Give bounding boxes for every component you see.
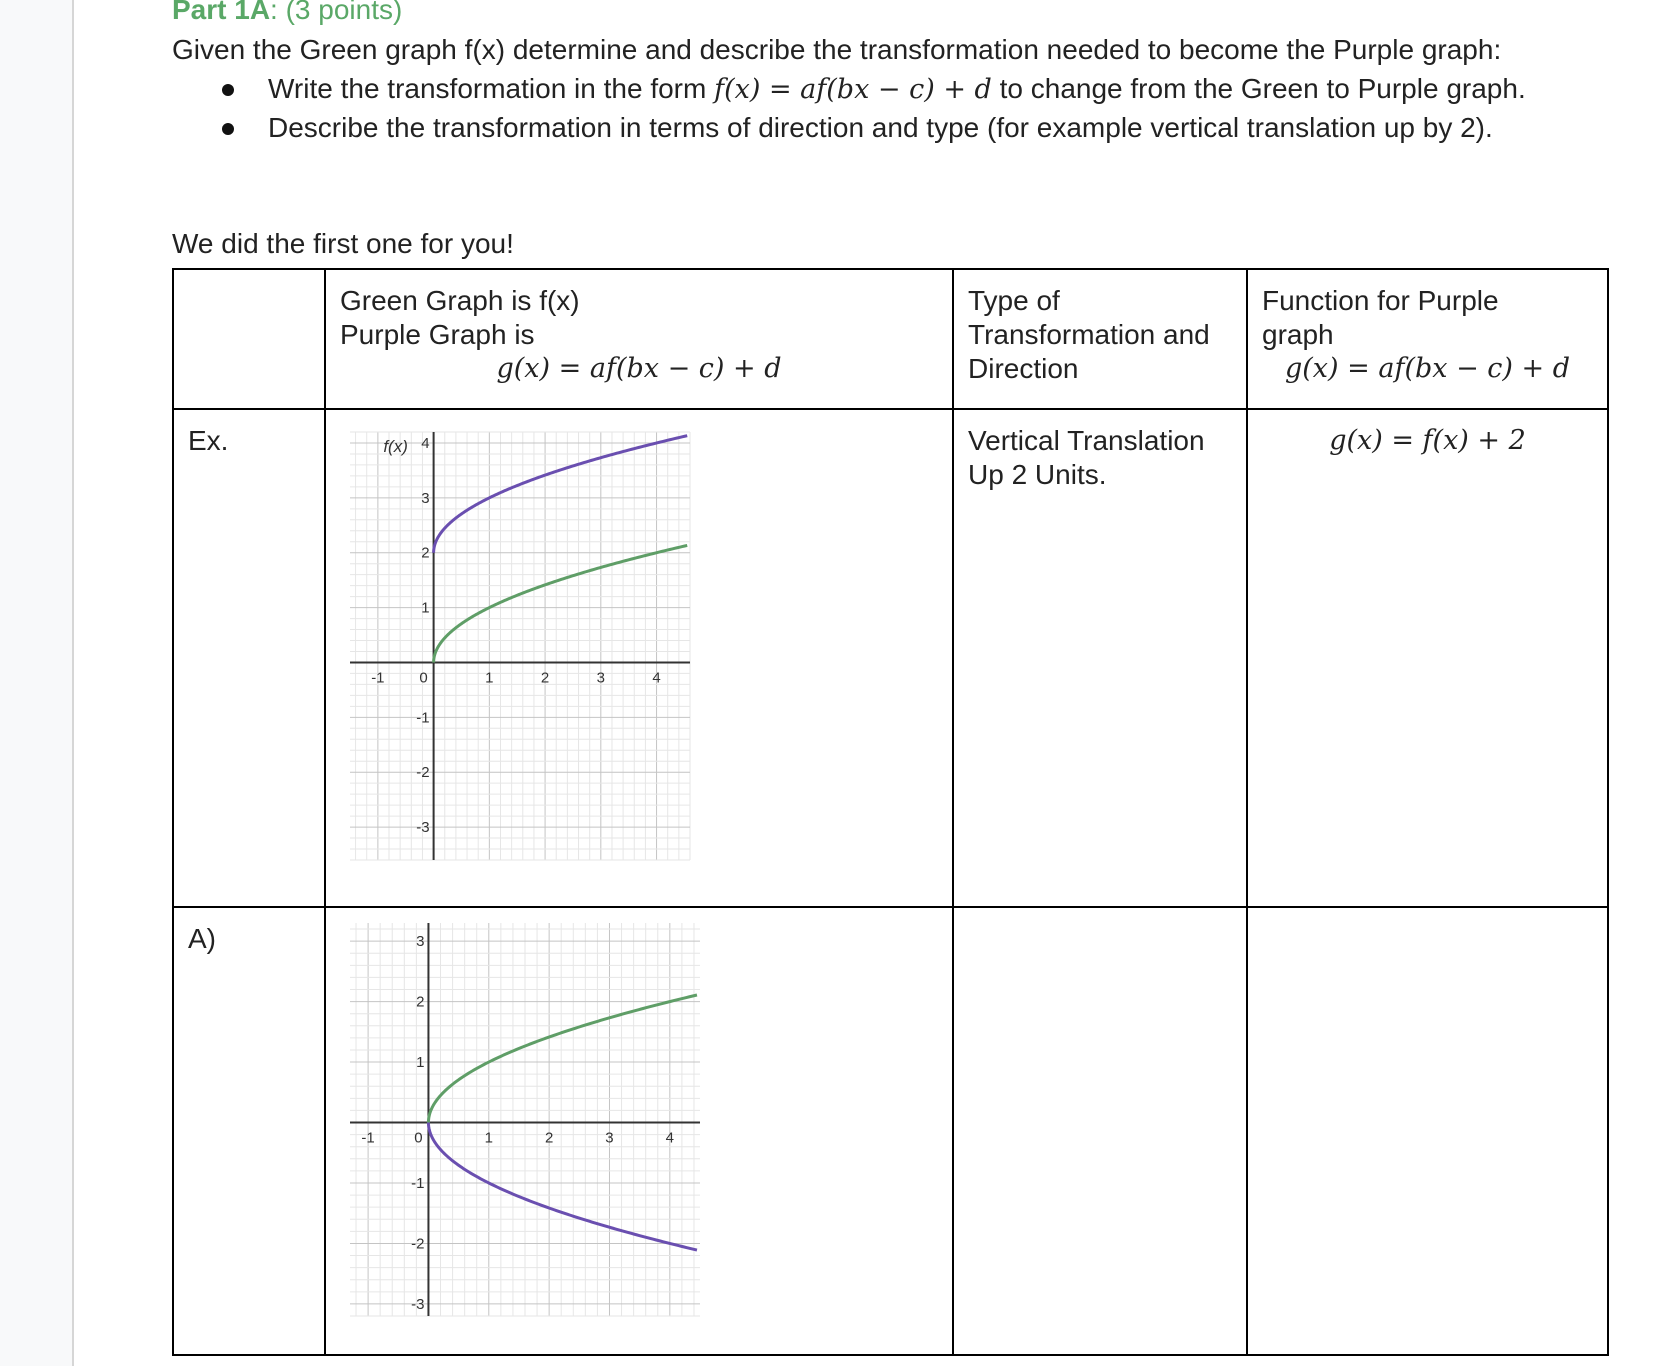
y-tick-label: -3 bbox=[416, 819, 430, 837]
header-type-line2: Transformation and bbox=[968, 319, 1210, 350]
header-function-line1: Function for Purple bbox=[1262, 285, 1499, 316]
function-answer[interactable] bbox=[1248, 908, 1607, 922]
bullet-item-form bbox=[172, 70, 1622, 109]
row-graph-cell bbox=[325, 409, 953, 907]
bullet1-formula: f(x) = af(bx − c) + d bbox=[714, 74, 992, 105]
row-label: Ex. bbox=[188, 425, 229, 456]
header-cell-function bbox=[1247, 269, 1608, 409]
x-tick-label: 1 bbox=[484, 1129, 493, 1147]
problem-a-graph bbox=[340, 918, 740, 1338]
purple-curve bbox=[434, 436, 688, 553]
header-cell-type bbox=[953, 269, 1247, 409]
bullet1-post: to change from the Green to Purple graph. bbox=[991, 73, 1526, 104]
y-tick-label: 2 bbox=[421, 544, 430, 562]
bullet-list bbox=[172, 70, 1622, 147]
y-tick-label: 2 bbox=[416, 993, 425, 1011]
green-curve bbox=[434, 545, 688, 662]
part-points: : (3 points) bbox=[270, 0, 403, 25]
intro-text: Given the Green graph f(x) determine and describe the transformation needed to become the Purple graph: bbox=[172, 34, 1502, 65]
y-tick-label: 4 bbox=[421, 434, 430, 452]
header-cell-label bbox=[173, 269, 325, 409]
y-tick-label: 3 bbox=[416, 933, 425, 951]
header-cell-graph bbox=[325, 269, 953, 409]
y-tick-label: -2 bbox=[416, 764, 430, 782]
x-tick-label: 3 bbox=[596, 669, 605, 687]
header-function-line2: graph bbox=[1262, 319, 1334, 350]
example-graph bbox=[340, 422, 740, 882]
header-purple-line: Purple Graph is bbox=[340, 319, 535, 350]
x-tick-label: 4 bbox=[665, 1129, 674, 1147]
row-function-cell bbox=[1247, 907, 1608, 1355]
header-function-formula: g(x) = af(bx − c) + d bbox=[1284, 353, 1571, 384]
left-margin-strip bbox=[0, 0, 74, 1366]
y-tick-label: 3 bbox=[421, 489, 430, 507]
part-title bbox=[172, 0, 402, 26]
type-line1[interactable]: Vertical Translation bbox=[968, 425, 1205, 456]
row-type-cell bbox=[953, 907, 1247, 1355]
x-tick-label: 3 bbox=[605, 1129, 614, 1147]
row-graph-cell bbox=[325, 907, 953, 1355]
table-row bbox=[173, 409, 1608, 907]
header-green-line: Green Graph is f(x) bbox=[340, 285, 580, 316]
x-tick-label: 0 bbox=[419, 669, 428, 687]
header-graph-formula: g(x) = af(bx − c) + d bbox=[496, 353, 782, 384]
function-answer[interactable]: g(x) = f(x) + 2 bbox=[1329, 425, 1526, 456]
y-tick-label: -2 bbox=[411, 1235, 425, 1253]
bullet2-text: Describe the transformation in terms of direction and type (for example vertical translation up by 2). bbox=[268, 112, 1493, 143]
table-row bbox=[173, 907, 1608, 1355]
y-tick-label: -1 bbox=[411, 1174, 425, 1192]
first-done-note: We did the first one for you! bbox=[172, 228, 514, 259]
row-label-cell bbox=[173, 409, 325, 907]
y-axis-label: f(x) bbox=[383, 437, 408, 456]
y-tick-label: 1 bbox=[421, 599, 430, 617]
y-tick-label: -3 bbox=[411, 1295, 425, 1313]
x-tick-label: 2 bbox=[540, 669, 550, 687]
bullet1-pre: Write the transformation in the form bbox=[268, 73, 715, 104]
bullet-item-describe bbox=[172, 109, 1622, 147]
bullet-dot-icon bbox=[222, 123, 234, 135]
x-tick-label: -1 bbox=[371, 669, 385, 687]
row-label-cell bbox=[173, 907, 325, 1355]
row-function-cell bbox=[1247, 409, 1608, 907]
transformation-table bbox=[172, 268, 1609, 1356]
x-tick-label: 1 bbox=[485, 669, 494, 687]
part-label: Part 1A bbox=[172, 0, 271, 25]
x-tick-label: 0 bbox=[414, 1129, 423, 1147]
y-tick-label: 1 bbox=[416, 1054, 425, 1072]
row-type-cell bbox=[953, 409, 1247, 907]
x-tick-label: 4 bbox=[652, 669, 661, 687]
table-header-row bbox=[173, 269, 1608, 409]
y-tick-label: -1 bbox=[416, 709, 430, 727]
bullet-dot-icon bbox=[222, 84, 234, 96]
x-tick-label: 2 bbox=[544, 1129, 554, 1147]
x-tick-label: -1 bbox=[361, 1129, 375, 1147]
header-type-line1: Type of bbox=[968, 285, 1060, 316]
row-label: A) bbox=[188, 923, 216, 954]
type-line2[interactable]: Up 2 Units. bbox=[968, 459, 1107, 490]
header-type-line3: Direction bbox=[968, 353, 1079, 384]
